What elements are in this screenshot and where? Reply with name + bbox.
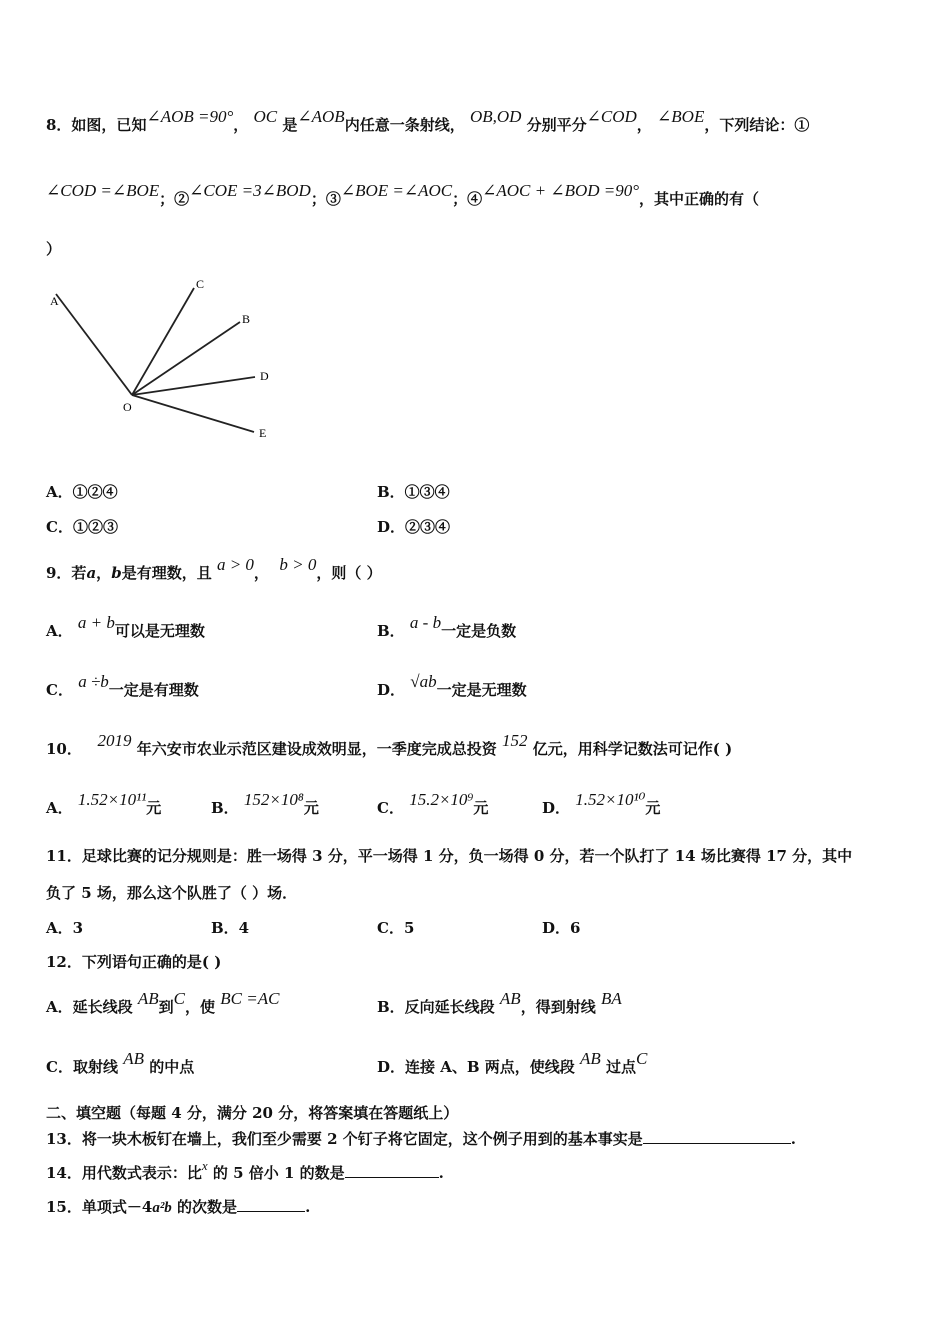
q9-option-a[interactable] <box>46 613 205 641</box>
q9-option-b[interactable] <box>377 613 517 641</box>
math: a - b <box>409 613 442 632</box>
text: ， <box>253 564 269 582</box>
math-conclusion-2: ∠COE =3∠BOD <box>189 181 311 200</box>
option-text: 过点 <box>606 1058 637 1076</box>
q10-option-b[interactable] <box>211 790 319 818</box>
q9-option-d[interactable] <box>377 672 527 700</box>
ray-od <box>132 377 255 395</box>
text: ；④ <box>452 190 483 208</box>
option-label: B． <box>211 799 239 817</box>
math: 1.52×10¹⁰ <box>575 790 646 809</box>
ray-ob <box>132 322 240 395</box>
q8-number: 8．如图，已知 <box>46 116 147 134</box>
text: . <box>305 1198 311 1216</box>
q11-stem-line2: 负了 5 场，那么这个队胜了（ ）场． <box>46 884 298 902</box>
option-text: 元 <box>146 799 162 817</box>
text: ；③ <box>310 190 341 208</box>
label-d: D <box>260 369 269 383</box>
q11-option-c[interactable]: C．5 <box>377 919 415 937</box>
ray-oa <box>56 294 132 395</box>
q12-option-b[interactable] <box>377 989 622 1017</box>
text: . <box>438 1164 444 1182</box>
option-text: 一定是无理数 <box>436 681 527 699</box>
option-label: D． <box>377 681 406 699</box>
math: C <box>636 1049 648 1068</box>
option-text: D．连接 A、B 两点，使线段 <box>377 1058 575 1076</box>
answer-blank[interactable] <box>643 1129 791 1144</box>
text: 13．将一块木板钉在墙上，我们至少需要 2 个钉子将它固定，这个例子用到的基本事实是 <box>46 1130 643 1148</box>
label-e: E <box>259 426 267 440</box>
option-text: 一定是负数 <box>441 622 517 640</box>
text: ， <box>636 116 652 134</box>
math-conclusion-3: ∠BOE =∠AOC <box>340 181 453 200</box>
ray-oc <box>132 288 194 395</box>
math: BC =AC <box>220 989 280 1008</box>
math: √ab <box>410 672 437 691</box>
math: a + b <box>77 613 115 632</box>
math-ob-od: OB,OD <box>469 107 522 126</box>
math-a2b: a²b <box>152 1200 172 1216</box>
math-conclusion-1: ∠COD =∠BOE <box>46 181 160 200</box>
option-label: C． <box>46 681 73 699</box>
math-cod: ∠COD <box>586 107 637 126</box>
answer-blank[interactable] <box>345 1163 439 1178</box>
text: 分别平分 <box>526 116 587 134</box>
math: AB <box>580 1049 601 1068</box>
q8-option-c[interactable]: C．①②③ <box>46 518 118 536</box>
option-label: B． <box>377 622 405 640</box>
text: 14．用代数式表示：比 <box>46 1164 202 1182</box>
math-oc: OC <box>253 107 278 126</box>
math-aob-90: ∠AOB =90° <box>146 107 234 126</box>
option-label: D． <box>542 799 571 817</box>
option-text: 可以是无理数 <box>114 622 205 640</box>
q10-option-d[interactable] <box>542 790 661 818</box>
option-label: A． <box>46 622 73 640</box>
option-label: C． <box>377 799 404 817</box>
answer-blank[interactable] <box>237 1197 305 1212</box>
option-text: ，使 <box>185 998 216 1016</box>
q8-figure <box>44 270 284 450</box>
q9-stem <box>46 555 910 583</box>
option-text: C．取射线 <box>46 1058 118 1076</box>
math-conclusion-4: ∠AOC + ∠BOD =90° <box>482 181 640 200</box>
q10-stem <box>46 731 910 759</box>
text: ） <box>46 240 62 258</box>
q9-option-c[interactable] <box>46 672 199 700</box>
math-2019: 2019 <box>97 731 132 750</box>
text: ；② <box>159 190 190 208</box>
text: 10． <box>46 740 82 758</box>
q11-option-b[interactable]: B．4 <box>211 919 250 937</box>
text: 的次数是 <box>177 1198 238 1216</box>
label-o: O <box>123 400 132 414</box>
math: AB <box>137 989 159 1008</box>
var-a: a <box>86 564 97 582</box>
text: 15．单项式－4 <box>46 1198 153 1216</box>
math: C <box>173 989 186 1008</box>
math-aob: ∠AOB <box>297 107 345 126</box>
option-text: ，得到射线 <box>520 998 596 1016</box>
q10-option-a[interactable] <box>46 790 162 818</box>
q8-line2 <box>46 181 910 209</box>
label-c: C <box>196 277 205 291</box>
var-b: b <box>111 564 122 582</box>
option-text: 到 <box>158 998 174 1016</box>
q11-option-d[interactable]: D．6 <box>542 919 581 937</box>
math: a ÷b <box>78 672 109 691</box>
option-text: B．反向延长线段 <box>377 998 495 1016</box>
math: BA <box>600 989 622 1008</box>
label-a: A <box>50 294 59 308</box>
option-text: A．延长线段 <box>46 998 133 1016</box>
q12-option-a[interactable] <box>46 989 280 1017</box>
text: 亿元，用科学记数法可记作( ) <box>532 740 733 758</box>
text: 年六安市农业示范区建设成效明显，一季度完成总投资 <box>136 740 497 758</box>
q8-line3 <box>46 238 910 259</box>
text: 是有理数，且 <box>121 564 212 582</box>
q15 <box>46 1196 910 1217</box>
text: ，其中正确的有（ <box>639 190 760 208</box>
text: 9．若 <box>46 564 87 582</box>
q11-option-a[interactable]: A．3 <box>46 919 84 937</box>
option-text: 元 <box>473 799 489 817</box>
q11-stem-line1: 11．足球比赛的记分规则是：胜一场得 3 分，平一场得 1 分，负一场得 0 分，若一个队打了 14 场比赛得 17 分，其中 <box>46 847 853 865</box>
option-text: 元 <box>303 799 319 817</box>
q10-option-c[interactable] <box>377 790 489 818</box>
option-text: 的中点 <box>149 1058 195 1076</box>
math-152: 152 <box>502 731 528 750</box>
math-boe: ∠BOE <box>657 107 705 126</box>
q12-option-c[interactable] <box>46 1049 195 1077</box>
option-text: 一定是有理数 <box>108 681 199 699</box>
math: AB <box>123 1049 144 1068</box>
text: 内任意一条射线， <box>344 116 465 134</box>
label-b: B <box>242 312 251 326</box>
text: ， <box>233 116 249 134</box>
text: ，则（ ） <box>316 564 382 582</box>
section-2-heading: 二、填空题（每题 4 分，满分 20 分，将答案填在答题纸上） <box>46 1104 459 1122</box>
q8-line1 <box>46 107 910 135</box>
text: ，下列结论：① <box>704 116 810 134</box>
ray-oe <box>132 395 254 432</box>
text: 的 5 倍小 1 的数是 <box>212 1164 345 1182</box>
math: 15.2×10⁹ <box>409 790 474 809</box>
text: ， <box>96 564 112 582</box>
math: 152×10⁸ <box>243 790 304 809</box>
q8-option-d[interactable]: D．②③④ <box>377 518 451 536</box>
math: AB <box>499 989 521 1008</box>
q13 <box>46 1128 910 1149</box>
option-text: 元 <box>645 799 661 817</box>
q8-option-b[interactable]: B．①③④ <box>377 483 450 501</box>
q12-option-d[interactable] <box>377 1049 648 1077</box>
math-b-gt-0: b > 0 <box>279 555 317 574</box>
math-a-gt-0: a > 0 <box>216 555 254 574</box>
math: 1.52×10¹¹ <box>77 790 147 809</box>
text: 是 <box>282 116 298 134</box>
math-x: x <box>201 1158 208 1173</box>
q8-option-a[interactable]: A．①②④ <box>46 483 118 501</box>
q14 <box>46 1158 910 1183</box>
option-label: A． <box>46 799 73 817</box>
q12-stem: 12．下列语句正确的是( ) <box>46 953 222 971</box>
text: . <box>790 1130 796 1148</box>
